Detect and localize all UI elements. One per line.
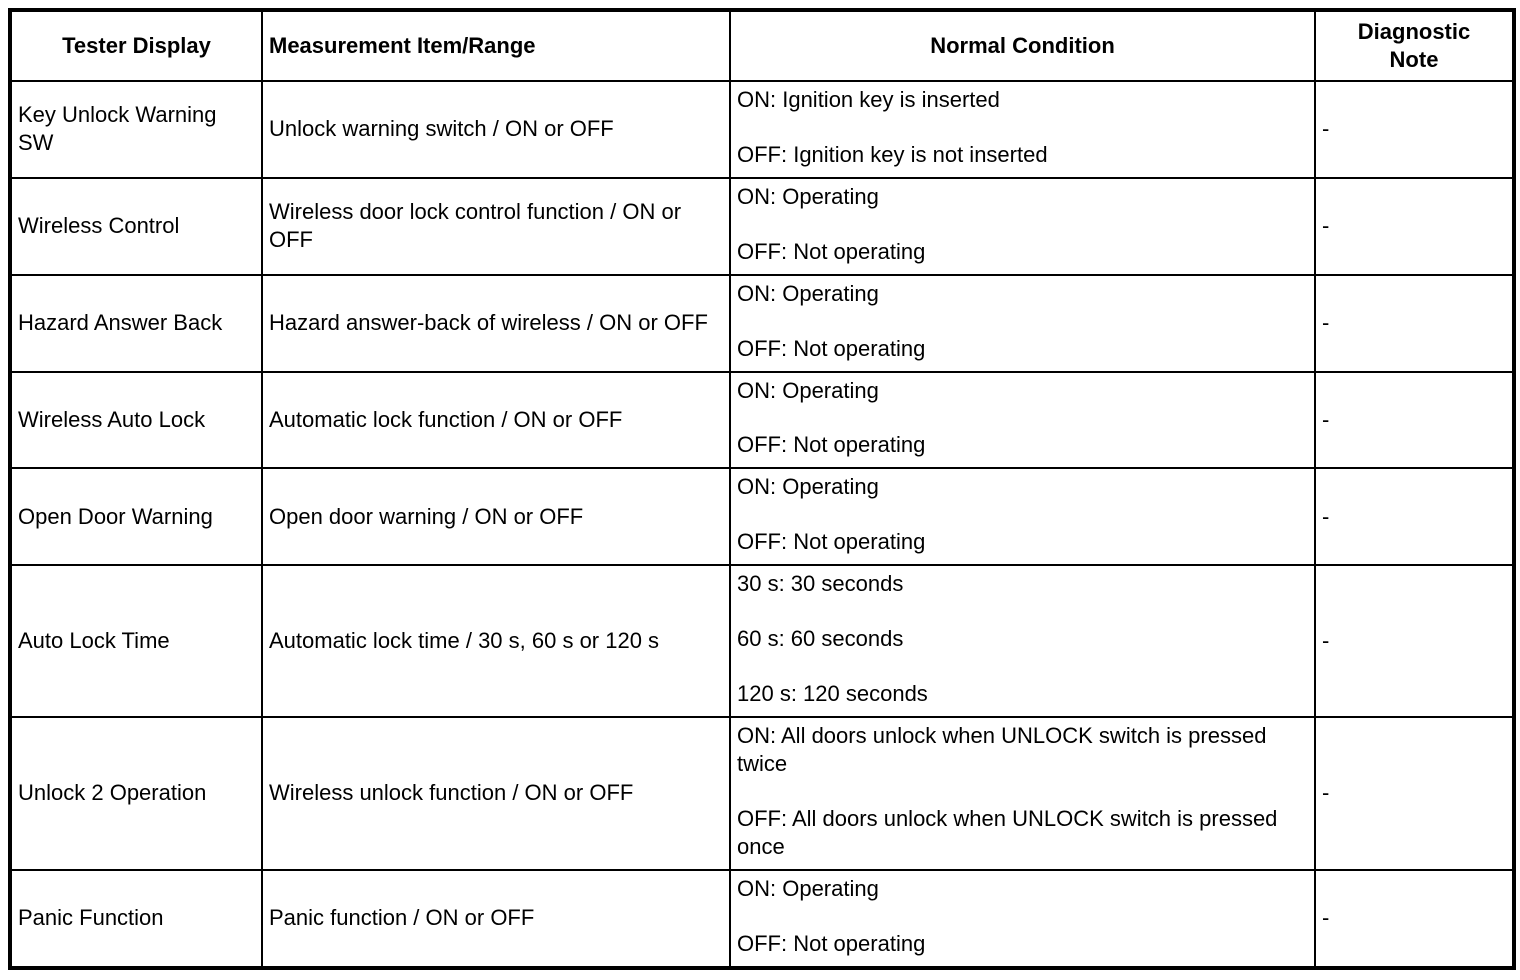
column-header-label: Diagnostic Note (1357, 19, 1471, 72)
normal-condition-line: OFF: All doors unlock when UNLOCK switch is pressed once (737, 805, 1278, 859)
cell-tester-display: Auto Lock Time (10, 565, 262, 717)
cell-measurement-item-range: Hazard answer-back of wireless / ON or OFF (262, 275, 730, 372)
normal-condition-line: ON: Operating (737, 183, 879, 209)
normal-condition-line: 120 s: 120 seconds (737, 681, 928, 707)
normal-condition-line: ON: All doors unlock when UNLOCK switch is pressed twice (737, 723, 1267, 776)
cell-diagnostic-note: - (1315, 565, 1514, 717)
cell-tester-display: Hazard Answer Back (10, 275, 262, 372)
normal-condition-line: OFF: Ignition key is not inserted (737, 141, 1048, 167)
cell-diagnostic-note: - (1315, 870, 1514, 968)
cell-normal-condition (730, 178, 1315, 275)
cell-normal-condition (730, 81, 1315, 178)
cell-normal-condition (730, 372, 1315, 469)
cell-normal-condition (730, 468, 1315, 565)
normal-condition-line: OFF: Not operating (737, 529, 926, 555)
cell-measurement-item-range: Unlock warning switch / ON or OFF (262, 81, 730, 178)
tester-display-table (8, 8, 1516, 970)
cell-tester-display: Key Unlock Warning SW (10, 81, 262, 178)
cell-tester-display: Open Door Warning (10, 468, 262, 565)
column-header-label: Measurement Item/Range (269, 32, 536, 58)
normal-condition-line: ON: Ignition key is inserted (737, 86, 1000, 112)
normal-condition-line: 30 s: 30 seconds (737, 571, 904, 597)
table-row (10, 275, 1514, 372)
table-row (10, 717, 1514, 870)
cell-diagnostic-note: - (1315, 81, 1514, 178)
table-header (10, 10, 1514, 81)
cell-measurement-item-range: Wireless door lock control function / ON or OFF (262, 178, 730, 275)
cell-diagnostic-note: - (1315, 468, 1514, 565)
table-row (10, 178, 1514, 275)
cell-normal-condition (730, 565, 1315, 717)
cell-tester-display: Wireless Control (10, 178, 262, 275)
table-row (10, 468, 1514, 565)
cell-measurement-item-range: Open door warning / ON or OFF (262, 468, 730, 565)
cell-diagnostic-note: - (1315, 178, 1514, 275)
header-row (10, 10, 1514, 81)
normal-condition-line: ON: Operating (737, 280, 879, 306)
table-body (10, 81, 1514, 968)
normal-condition-line: OFF: Not operating (737, 930, 926, 956)
column-header-label: Tester Display (62, 32, 211, 58)
table-row (10, 565, 1514, 717)
normal-condition-line: 60 s: 60 seconds (737, 626, 904, 652)
column-header-label: Normal Condition (930, 32, 1115, 58)
column-header (10, 10, 262, 81)
normal-condition-line: OFF: Not operating (737, 432, 926, 458)
table-row (10, 870, 1514, 968)
cell-normal-condition (730, 870, 1315, 968)
cell-tester-display: Unlock 2 Operation (10, 717, 262, 870)
cell-measurement-item-range: Automatic lock function / ON or OFF (262, 372, 730, 469)
normal-condition-line: ON: Operating (737, 377, 879, 403)
cell-diagnostic-note: - (1315, 717, 1514, 870)
normal-condition-line: ON: Operating (737, 875, 879, 901)
cell-tester-display: Panic Function (10, 870, 262, 968)
cell-normal-condition (730, 275, 1315, 372)
cell-measurement-item-range: Wireless unlock function / ON or OFF (262, 717, 730, 870)
normal-condition-line: OFF: Not operating (737, 238, 926, 264)
normal-condition-line: OFF: Not operating (737, 335, 926, 361)
table-row (10, 372, 1514, 469)
column-header (262, 10, 730, 81)
cell-normal-condition (730, 717, 1315, 870)
cell-tester-display: Wireless Auto Lock (10, 372, 262, 469)
column-header (730, 10, 1315, 81)
cell-measurement-item-range: Panic function / ON or OFF (262, 870, 730, 968)
normal-condition-line: ON: Operating (737, 474, 879, 500)
column-header (1315, 10, 1514, 81)
table-row (10, 81, 1514, 178)
cell-diagnostic-note: - (1315, 275, 1514, 372)
cell-diagnostic-note: - (1315, 372, 1514, 469)
cell-measurement-item-range: Automatic lock time / 30 s, 60 s or 120 s (262, 565, 730, 717)
